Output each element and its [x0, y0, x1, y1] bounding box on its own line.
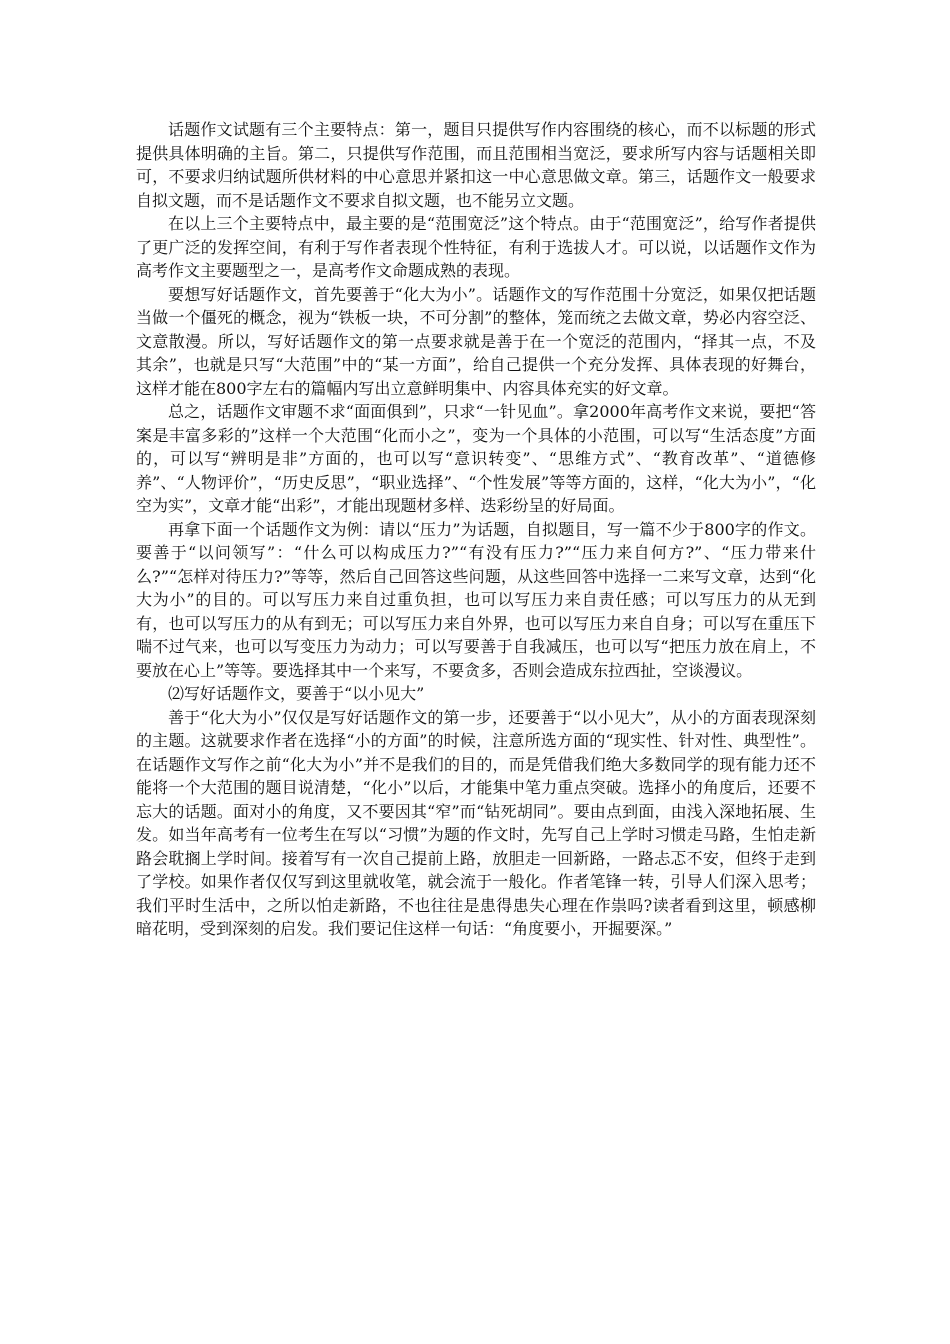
- paragraph-big-to-small: 要想写好话题作文，首先要善于“化大为小”。话题作文的写作范围十分宽泛，如果仅把话题当做一个僵死的概念，视为“铁板一块，不可分割”的整体，笼而统之去做文章，势必内容空泛、文意散漫。所以，写好话题作文的第一点要求就是善于在一个宽泛的范围内，“择其一点，不及其余”，也就是只写“大范围”中的“某一方面”，给自己提供一个充分发挥、具体表现的好舞台，这样才能在800字左右的篇幅内写出立意鲜明集中、内容具体充实的好文章。: [136, 284, 816, 398]
- section-heading-small-to-big: ⑵写好话题作文，要善于“以小见大”: [168, 684, 425, 703]
- paragraph-small-to-big: 善于“化大为小”仅仅是写好话题作文的第一步，还要善于“以小见大”，从小的方面表现深刻的主题。这就要求作者在选择“小的方面”的时候，注意所选方面的“现实性、针对性、典型性”。在话题作文写作之前“化大为小”并不是我们的目的，而是凭借我们绝大多数同学的现有能力还不能将一个大范围的题目说清楚，“化小”以后，才能集中笔力重点突破。选择小的角度后，还要不忘大的话题。面对小的角度，又不要因其“窄”而“钻死胡同”。要由点到面，由浅入深地拓展、生发。如当年高考有一位考生在写以“习惯”为题的作文时，先写自己上学时习惯走马路，生怕走新路会耽搁上学时间。接着写有一次自己提前上路，放胆走一回新路，一路忐忑不安，但终于走到了学校。如果作者仅仅写到这里就收笔，就会流于一般化。作者笔锋一转，引导人们深入思考；我们平时生活中，之所以怕走新路，不也往往是患得患失心理在作祟吗?读者看到这里，顿感柳暗花明，受到深刻的启发。我们要记住这样一句话：“角度要小，开掘要深。”: [136, 707, 816, 938]
- paragraph-pressure-example: 再拿下面一个话题作文为例：请以“压力”为话题，自拟题目，写一篇不少于800字的作文。要善于“以问领写”：“什么可以构成压力?”“有没有压力?”“压力来自何方?”、“压力带来什么?”“怎样对待压力?”等等，然后自己回答这些问题，从这些回答中选择一二来写文章，达到“化大为小”的目的。可以写压力来自过重负担，也可以写压力来自责任感；可以写压力的从无到有，也可以写压力的从有到无；可以写压力来自外界，也可以写压力来自自身；可以写在重压下喘不过气来，也可以写变压力为动力；可以写要善于自我减压，也可以写“把压力放在肩上，不要放在心上”等等。要选择其中一个来写，不要贪多，否则会造成东拉西扯，空谈漫议。: [136, 519, 816, 680]
- paragraph-broad-scope: 在以上三个主要特点中，最主要的是“范围宽泛”这个特点。由于“范围宽泛”，给写作者提供了更广泛的发挥空间，有利于写作者表现个性特征，有利于选拔人才。可以说，以话题作文作为高考作文主要题型之一，是高考作文命题成熟的表现。: [136, 214, 816, 280]
- paragraph-summary-2000: 总之，话题作文审题不求“面面俱到”，只求“一针见血”。拿2000年高考作文来说，要把“答案是丰富多彩的”这样一个大范围“化而小之”，变为一个具体的小范围，可以写“生活态度”方面的，可以写“辨明是非”方面的，也可以写“意识转变”、“思维方式”、“教育改革”、“道德修养”、“人物评价”，“历史反思”，“职业选择”、“个性发展”等等方面的，这样，“化大为小”，“化空为实”，文章才能“出彩”，才能出现题材多样、迭彩纷呈的好局面。: [136, 402, 816, 515]
- paragraph-features: 话题作文试题有三个主要特点：第一，题目只提供写作内容围绕的核心，而不以标题的形式提供具体明确的主旨。第二，只提供写作范围，而且范围相当宽泛，要求所写内容与话题相关即可，不要求归纳试题所供材料的中心意思并紧扣这一中心意思做文章。第三，话题作文一般要求自拟文题，而不是话题作文不要求自拟文题，也不能另立文题。: [136, 120, 816, 210]
- document-body: [136, 118, 816, 941]
